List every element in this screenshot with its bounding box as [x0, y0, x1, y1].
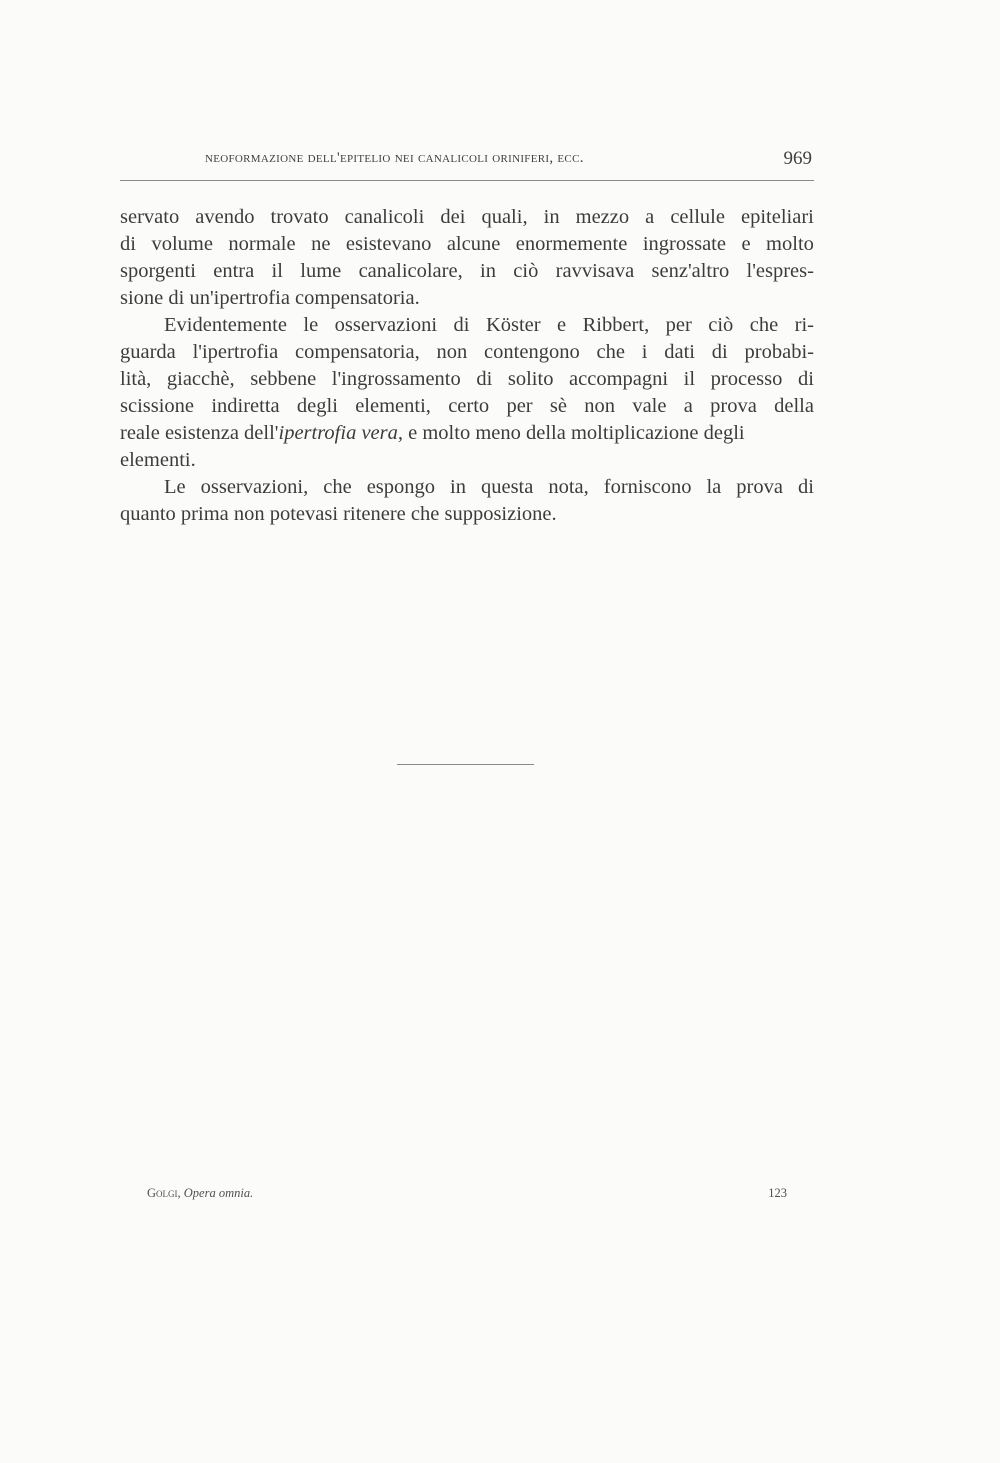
word: molto: [766, 233, 814, 255]
word: espongo: [366, 476, 436, 498]
word: giacchè,: [166, 368, 235, 390]
word: prova: [736, 476, 783, 498]
text-run: elementi.: [120, 449, 196, 471]
word: sporgenti: [120, 260, 196, 282]
word: epiteliari: [741, 206, 814, 228]
word: ne: [311, 233, 331, 255]
word: scissione: [120, 395, 195, 417]
word: lume: [300, 260, 342, 282]
word: non: [436, 341, 468, 363]
text-line: [120, 501, 814, 528]
text-line: [120, 393, 814, 420]
word: che: [749, 314, 779, 336]
word: l'ipertrofia: [192, 341, 279, 363]
word: senz'altro: [651, 260, 730, 282]
text-line: [120, 258, 814, 285]
text-run: quanto prima non potevasi ritenere che supposizione.: [120, 503, 557, 525]
word: a: [645, 206, 655, 228]
word: lità,: [120, 368, 152, 390]
word: per: [665, 314, 692, 336]
word: normale: [228, 233, 296, 255]
word: della: [774, 395, 814, 417]
word: Evidentemente: [164, 314, 287, 336]
word: che: [596, 341, 625, 363]
word: degli: [296, 395, 338, 417]
word: sè: [549, 395, 567, 417]
word: le: [303, 314, 319, 336]
word: Ribbert,: [582, 314, 650, 336]
word: processo: [710, 368, 783, 390]
word: di: [797, 476, 814, 498]
italic-term: ipertrofia vera,: [278, 422, 404, 444]
section-end-rule: [397, 764, 534, 765]
word: e: [557, 314, 567, 336]
word: esistevano: [345, 233, 432, 255]
word: nota,: [548, 476, 589, 498]
word: la: [706, 476, 722, 498]
word: canalicolare,: [358, 260, 463, 282]
word: per: [506, 395, 533, 417]
word: servato: [120, 206, 180, 228]
text-run: sione di un'ipertrofia compensatoria.: [120, 287, 420, 309]
word: forniscono: [603, 476, 692, 498]
word: l'espres-: [746, 260, 814, 282]
word: accompagni: [569, 368, 669, 390]
word: di: [120, 233, 136, 255]
word: entra: [213, 260, 255, 282]
word: Köster: [485, 314, 541, 336]
word: avendo: [195, 206, 255, 228]
word: probabi-: [744, 341, 814, 363]
word: alcune: [446, 233, 501, 255]
word: i: [641, 341, 648, 363]
running-title: neoformazione dell'epitelio nei canalicoli oriniferi, ecc.: [205, 150, 584, 166]
text-line: [120, 339, 814, 366]
word: in: [450, 476, 466, 498]
word: indiretta: [211, 395, 280, 417]
word: il: [271, 260, 283, 282]
word: ciò: [513, 260, 539, 282]
text-line: [120, 420, 814, 447]
word: mezzo: [575, 206, 630, 228]
running-head: [120, 150, 814, 176]
page-number: 969: [783, 148, 812, 169]
word: dati: [664, 341, 695, 363]
word: osservazioni: [334, 314, 438, 336]
word: e: [741, 233, 751, 255]
word: elementi,: [355, 395, 431, 417]
word: Le: [164, 476, 186, 498]
word: trovato: [270, 206, 329, 228]
word: dei: [440, 206, 466, 228]
word: solito: [507, 368, 554, 390]
word: in: [480, 260, 496, 282]
word: ri-: [794, 314, 814, 336]
word: contengono: [484, 341, 580, 363]
word: questa: [480, 476, 534, 498]
word: ravvisava: [555, 260, 635, 282]
word: ingrossate: [642, 233, 726, 255]
word: ciò: [708, 314, 734, 336]
word: cellule: [670, 206, 725, 228]
text-run: e molto meno della moltiplicazione degli: [403, 422, 745, 444]
footer-author: Golgi,: [147, 1186, 181, 1200]
word: canalicoli: [344, 206, 425, 228]
word: guarda: [120, 341, 176, 363]
footer: [147, 1186, 787, 1206]
word: di: [797, 368, 814, 390]
header-rule: [120, 180, 814, 181]
word: volume: [151, 233, 213, 255]
text-line: [120, 312, 814, 339]
word: compensatoria,: [295, 341, 420, 363]
word: di: [476, 368, 493, 390]
text-run: [120, 420, 745, 447]
word: vale: [632, 395, 667, 417]
word: enormemente: [515, 233, 628, 255]
word: sebbene: [250, 368, 317, 390]
word: di: [711, 341, 728, 363]
body-text: [120, 204, 814, 528]
text-line: [120, 366, 814, 393]
word: osservazioni,: [200, 476, 309, 498]
text-line: [120, 285, 814, 312]
footer-work-title: Opera omnia.: [183, 1186, 254, 1200]
text-line: [120, 474, 814, 501]
word: l'ingrossamento: [331, 368, 461, 390]
text-run: reale esistenza dell': [120, 422, 279, 444]
signature-mark: 123: [768, 1186, 787, 1200]
text-line: [120, 204, 814, 231]
word: certo: [448, 395, 490, 417]
word: il: [683, 368, 696, 390]
text-line: [120, 231, 814, 258]
word: quali,: [481, 206, 528, 228]
word: prova: [710, 395, 757, 417]
footer-credit: [147, 1186, 253, 1201]
word: a: [683, 395, 693, 417]
word: che: [323, 476, 352, 498]
word: non: [584, 395, 616, 417]
text-line: [120, 447, 814, 474]
word: di: [453, 314, 470, 336]
word: in: [543, 206, 560, 228]
